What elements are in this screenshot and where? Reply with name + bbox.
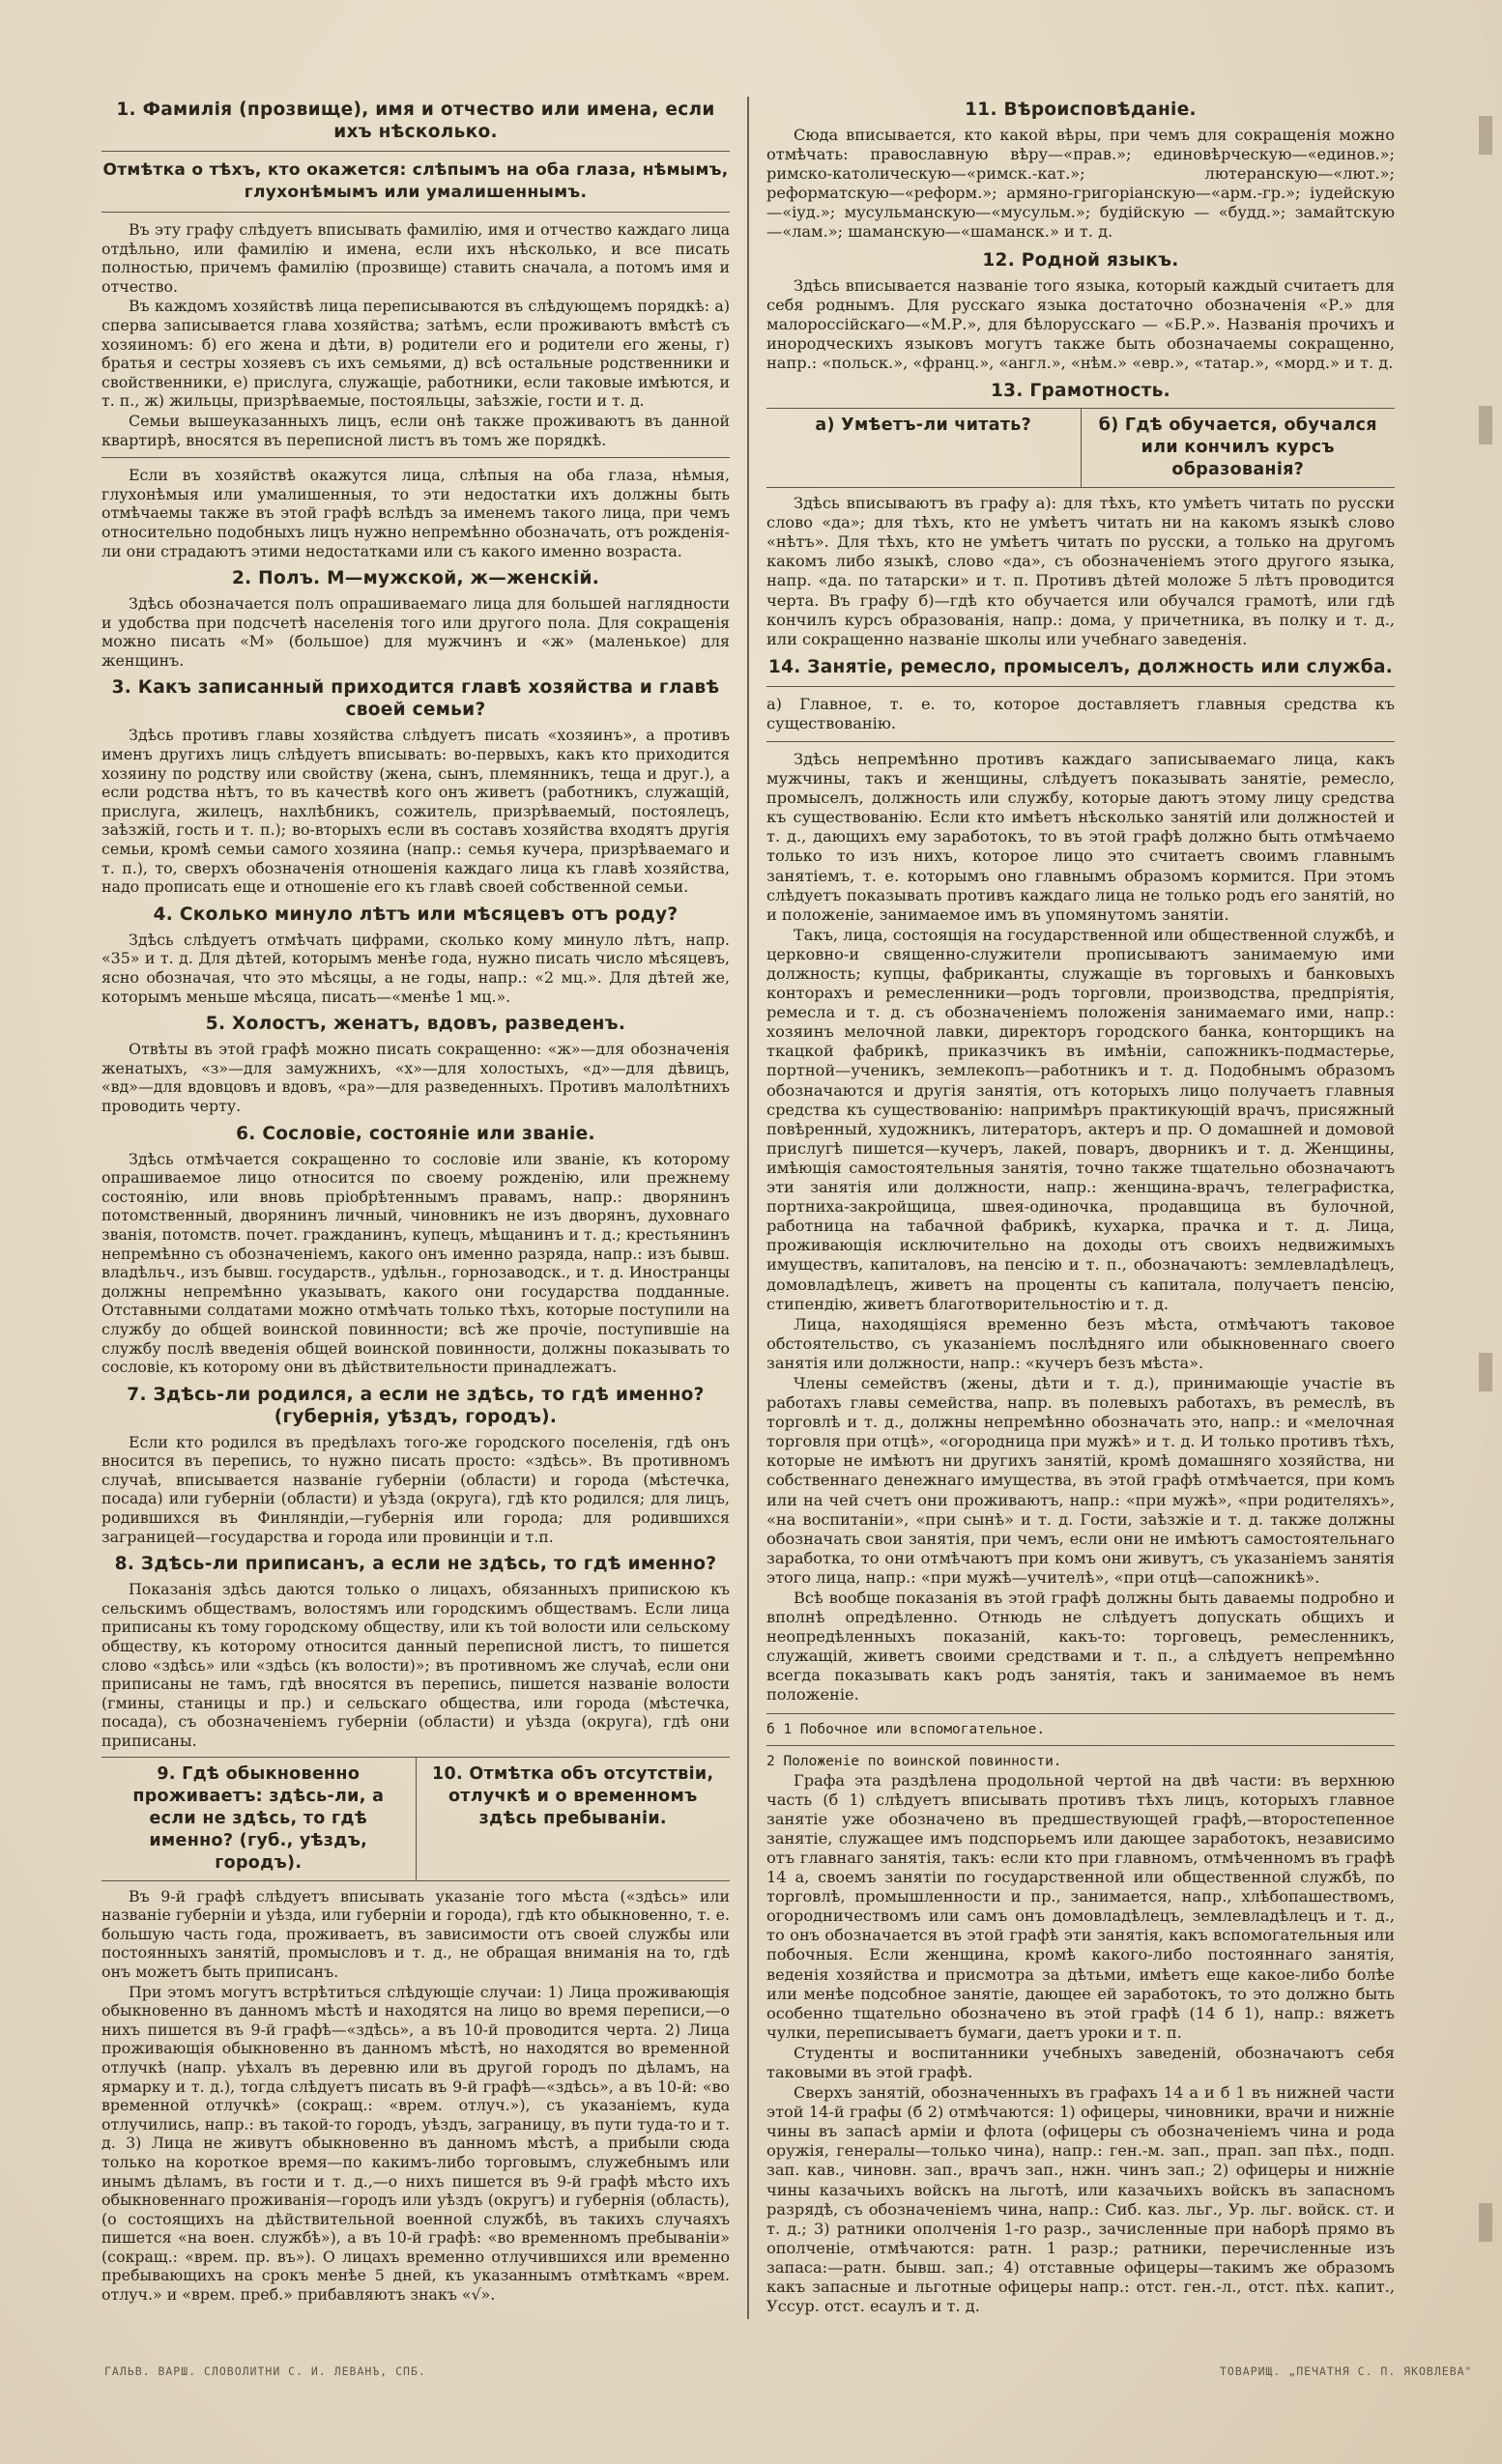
section-8-paragraph: Показанія здѣсь даются только о лицахъ, обязанныхъ припискою къ сельскимъ обществамъ, волостямъ или городскимъ обществамъ. Если лица приписаны къ тому городскому обществу, или къ той волости или сельскому обществу, къ которому относится данный переписной листъ, то пишется слово «здѣсь» или «здѣсь (къ волости)»; въ противномъ же случаѣ, если они приписаны не тамъ, гдѣ вносятся въ перепись, пишется названіе волости (гмины, станицы и пр.) и сельскаго общества, или города (мѣстечка, посада), съ обозначеніемъ губерніи (области) и уѣзда (округа), гдѣ они приписаны.	[101, 1580, 730, 1750]
printer-imprint-right: ТОВАРИЩ. „ПЕЧАТНЯ С. П. ЯКОВЛЕВА"	[1220, 2364, 1473, 2378]
edge-mark	[1479, 116, 1492, 155]
section-4-title: 4. Сколько минуло лѣтъ или мѣсяцевъ отъ роду?	[153, 903, 679, 925]
section-14a-title: а) Главное, т. е. то, которое доставляетъ главныя средства къ существованію.	[766, 694, 1395, 732]
divider	[101, 151, 730, 152]
section-1-paragraph: Семьи вышеуказанныхъ лицъ, если онѣ также проживаютъ въ данной квартирѣ, вносятся въ переписной листъ въ томъ же порядкѣ.	[101, 411, 730, 449]
section-1-subtitle: Отмѣтка о тѣхъ, кто окажется: слѣпымъ на оба глаза, нѣмымъ, глухонѣмымъ или умалишеннымъ.	[102, 160, 729, 202]
section-12-paragraph: Здѣсь вписывается названіе того языка, который каждый считаетъ для себя роднымъ. Для русскаго языка достаточно обозначенія «Р.» для малороссійскаго—«М.Р.», для бѣлорусскаго — «Б.Р.». Названія прочихъ и инородческихъ языковъ могутъ также быть обозначаемы сокращенно, напр.: «польск.», «франц.», «англ.», «нѣм.» «евр.», «татар.», «морд.» и т. д.	[766, 275, 1395, 372]
edge-mark	[1479, 406, 1492, 444]
section-14-paragraph: Такъ, лица, состоящія на государственной или общественной службѣ, и церковно-и священно-служители прописываютъ занимаемую ими должность; купцы, фабриканты, служащіе въ торговыхъ и банковыхъ конторахъ и ремесленники—родъ торговли, производства, предпріятія, ремесла и т. д. съ обозначеніемъ положенія занимаемаго ими, напр.: хозяинъ мелочной лавки, директоръ городского банка, конторщикъ на ткацкой фабрикѣ, приказчикъ въ имѣніи, сапожникъ-подмастерье, портной—ученикъ, землекопъ—работникъ и т. д. Подобнымъ образомъ обозначаются и другія занятія, отъ которыхъ лицо получаетъ главныя средства къ существованію: напримѣръ практикующій врачъ, присяжный повѣренный, художникъ, литераторъ, актеръ и пр. О домашней и домовой прислугѣ пишется—кучеръ, лакей, поваръ, дворникъ и т. д. Женщины, имѣющія самостоятельныя занятія, точно также тщательно обозначаютъ эти занятія или должности, напр.: женщина-врачъ, телеграфистка, портниха-закройщица, швея-одиночка, продавщица въ булочной, работница на табачной фабрикѣ, кухарка, прачка и т. д. Лица, проживающія исключительно на доходы отъ своихъ недвижимыхъ имуществъ, капиталовъ, на пенсію и т. п., обозначаютъ: землевладѣлецъ, домовладѣлецъ, живетъ на проценты съ капитала, получаетъ пенсію, стипендію, живетъ благотворительностію и т. д.	[766, 925, 1395, 1313]
section-1-title: 1. Фамилія (прозвище), имя и отчество или имена, если ихъ нѣсколько.	[116, 100, 715, 142]
edge-mark	[1479, 1353, 1492, 1391]
section-14-paragraph: Всѣ вообще показанія въ этой графѣ должны быть даваемы подробно и вполнѣ опредѣленно. Отнюдь не слѣдуетъ допускать общихъ и неопредѣленныхъ показаній, какъ-то: торговецъ, ремесленникъ, служащій, живетъ своими средствами и т. п., а слѣдуетъ непремѣнно всегда показывать какъ родъ занятія, такъ и занимаемое въ немъ положеніе.	[766, 1589, 1395, 1705]
section-14-paragraph: Лица, находящіяся временно безъ мѣста, отмѣчаютъ таковое обстоятельство, съ указаніемъ послѣдняго или обыкновеннаго своего занятія или должности, напр.: «кучеръ безъ мѣста».	[766, 1314, 1395, 1372]
section-7-paragraph: Если кто родился въ предѣлахъ того-же городского поселенія, гдѣ онъ вносится въ перепись, то нужно писать просто: «здѣсь». Въ противномъ случаѣ, вписывается названіе губерніи (области) и города (мѣстечка, посада) или губерніи (области) и уѣзда (округа), гдѣ кто родился; для лицъ, родившихся въ Финляндіи,—губернія или города; для родившихся заграницей—государства и города или провинціи и т.п.	[101, 1432, 730, 1546]
section-9-paragraph: При этомъ могутъ встрѣтиться слѣдующіе случаи: 1) Лица проживающія обыкновенно въ данномъ мѣстѣ и находятся на лицо во время переписи,—о нихъ пишется въ 9-й графѣ—«здѣсь», а въ 10-й проводится черта. 2) Лица проживающія обыкновенно въ данномъ мѣстѣ, но находятся во временной отлучкѣ (напр. уѣхалъ въ деревню или въ другой городъ по дѣламъ, на ярмарку и т. д.), тогда слѣдуетъ писать въ 9-й графѣ—«здѣсь», а въ 10-й: «во временной отлучкѣ» (сокращ.: «врем. отлуч.»), съ указаніемъ, куда отлучились, напр.: въ такой-то городъ, уѣздъ, заграницу, въ пути туда-то и т. д. 3) Лица не живутъ обыкновенно въ данномъ мѣстѣ, а прибыли сюда только на короткое время—по какимъ-либо торговымъ, служебнымъ или инымъ дѣламъ, въ гости и т. д.,—о нихъ пишется въ 9-й графѣ мѣсто ихъ обыкновеннаго проживанія—городъ или уѣздъ (округъ) и губернія (область), (о состоящихъ на дѣйствительной военной службѣ, въ такихъ случаяхъ пишется «на воен. службѣ»), а въ 10-й графѣ: «во временномъ пребываніи» (сокращ.: «врем. пр. въ»). О лицахъ временно отлучившихся или временно пребывающихъ на срокъ менѣе 5 дней, къ указаннымъ отмѣткамъ «врем. отлуч.» и «врем. преб.» прибавляютъ знакъ «√».	[101, 1982, 730, 2305]
section-4-paragraph: Здѣсь слѣдуетъ отмѣчать цифрами, сколько кому минуло лѣтъ, напр. «35» и т. д. Для дѣтей, которымъ менѣе года, нужно писать число мѣсяцевъ, ясно обозначая, что это мѣсяцы, а не годы, напр.: «2 мц.». Для дѣтей же, которымъ меньше мѣсяца, писать—«менѣе 1 мц.».	[101, 930, 730, 1006]
section-8-title: 8. Здѣсь-ли приписанъ, а если не здѣсь, то гдѣ именно?	[114, 1554, 717, 1575]
section-14b1-title: б 1 Побочное или вспомогательное.	[766, 1721, 1046, 1737]
section-11-paragraph: Сюда вписывается, кто какой вѣры, при чемъ для сокращенія можно отмѣчать: православную вѣру—«прав.»; единовѣрческую—«единов.»; римско-католическую—«римск.-кат.»; лютеранскую—«лют.»; реформатскую—«реформ.»; армяно-григоріанскую—«арм.-гр.»; іудейскую—«іуд.»; мусульманскую—«мусульм.»; будійскую — «будд.»; замайтскую—«лам.»; шаманскую—«шаманск.» и т. д.	[766, 126, 1395, 242]
section-7-title: 7. Здѣсь-ли родился, а если не здѣсь, то гдѣ именно? (губернія, уѣздъ, городъ).	[127, 1384, 705, 1427]
section-5-title: 5. Холостъ, женатъ, вдовъ, разведенъ.	[205, 1014, 626, 1035]
section-13-header	[766, 408, 1395, 488]
section-14-paragraph: Здѣсь непремѣнно противъ каждаго записываемаго лица, какъ мужчины, такъ и женщины, слѣдуетъ показывать занятіе, ремесло, промыселъ, должность или службу, которые даютъ этому лицу средства къ существованію. Если кто имѣетъ нѣсколько занятій или должностей и т. д., дающихъ ему заработокъ, то въ этой графѣ должно быть отмѣчаемо только то изъ нихъ, которое лицо это считаетъ своимъ главнымъ занятіемъ, т. е. которымъ оно главнымъ образомъ кормится. При этомъ слѣдуетъ показывать противъ каждаго лица не только родъ его занятій, но и положеніе, занимаемое имъ въ упомянутомъ занятіи.	[766, 749, 1395, 924]
section-1-paragraph: Въ каждомъ хозяйствѣ лица переписываются въ слѣдующемъ порядкѣ: а) сперва записывается глава хозяйства; затѣмъ, если проживаютъ вмѣстѣ съ хозяиномъ: б) его жена и дѣти, в) родители его и родители его жены, г) братья и сестры хозяевъ съ ихъ семьями, д) всѣ остальные родственники и свойственники, е) прислуга, служащіе, работники, если таковые имѣются, и т. п., ж) жильцы, призрѣваемые, постояльцы, заѣзжіе, гости и т. д.	[101, 297, 730, 411]
section-10-title: 10. Отмѣтка объ отсутствіи, отлучкѣ и о временномъ здѣсь пребываніи.	[432, 1763, 714, 1828]
section-3-title: 3. Какъ записанный приходится главѣ хозяйства и главѣ своей семьи?	[111, 677, 720, 721]
section-1-paragraph: Въ эту графу слѣдуетъ вписывать фамилію, имя и отчество каждаго лица отдѣльно, или фамилію и имена, если ихъ нѣсколько, и все писать полностью, причемъ фамилію (прозвище) ставить сначала, а потомъ имя и отчество.	[101, 220, 730, 296]
section-14-title: 14. Занятіе, ремесло, промыселъ, должность или служба.	[767, 656, 1394, 677]
section-5-paragraph: Отвѣты въ этой графѣ можно писать сокращенно: «ж»—для обозначенія женатыхъ, «з»—для замужнихъ, «х»—для холостыхъ, «д»—для дѣвицъ, «вд»—для вдовцовъ и вдовъ, «ра»—для разведенныхъ. Противъ малолѣтнихъ проводить черту.	[101, 1040, 730, 1115]
section-9-title: 9. Гдѣ обыкновенно проживаетъ: здѣсь-ли, а если не здѣсь, то гдѣ именно? (губ., уѣздъ, городъ).	[132, 1763, 385, 1873]
section-14b2-title: 2 Положеніе по воинской повинности.	[766, 1753, 1062, 1769]
column-divider	[747, 97, 749, 2319]
section-14-paragraph: Графа эта раздѣлена продольной чертой на двѣ части: въ верхнюю часть (б 1) слѣдуетъ вписывать противъ тѣхъ лицъ, которыхъ главное занятіе уже обозначено въ предшествующей графѣ,—второстепенное занятіе, служащее имъ подспорьемъ или дающее заработокъ, независимо отъ главнаго занятія, такъ: если кто при главномъ, отмѣченномъ въ графѣ 14 а, своемъ занятіи по государственной или общественной службѣ, по торговлѣ, промышленности и пр., занимается, напр., хлѣбопашествомъ, огородничествомъ или самъ онъ домовладѣлецъ, землевладѣлецъ и т. д., то онъ обозначается въ этой графѣ эти занятія, какъ вспомогательныя или побочныя. Если женщина, кромѣ какого-либо постояннаго занятія, веденія хозяйства и присмотра за дѣтьми, имѣетъ еще какое-либо болѣе или менѣе подсобное занятіе, дающее ей заработокъ, то это должно быть особенно тщательно обозначено въ этой графѣ (14 б 1), напр.: вяжетъ чулки, переписываетъ бумаги, даетъ уроки и т. п.	[766, 1770, 1395, 2042]
section-13a-title: а) Умѣетъ-ли читать?	[815, 415, 1032, 436]
section-6-paragraph: Здѣсь отмѣчается сокращенно то сословіе или званіе, къ которому опрашиваемое лицо относится по своему рожденію, или прежнему состоянію, или вновь пріобрѣтеннымъ правамъ, напр.: дворянинъ потомственный, дворянинъ личный, чиновникъ не изъ дворянъ, духовнаго званія, потомств. почет. гражданинъ, купецъ, мѣщанинъ и т. д.; крестьянинъ непремѣнно съ обозначеніемъ, какого онъ именно разряда, напр.: изъ бывш. владѣльч., изъ бывш. государств., удѣльн., горнозаводск., и т. д. Иностранцы должны непремѣнно указывать, какого они государства подданные. Отставными солдатами можно отмѣчать только тѣхъ, которые поступили на службу до общей воинской повинности; всѣ же прочіе, поступившіе на службу послѣ введенія общей воинской повинности, должны показывать то сословіе, къ которому они въ дѣйствительности принадлежатъ.	[101, 1149, 730, 1377]
printer-imprint-left: ГАЛЬВ. ВАРШ. СЛОВОЛИТНИ С. И. ЛЕВАНЪ, СПБ.	[104, 2364, 426, 2378]
divider	[766, 1745, 1395, 1746]
section-13-paragraph: Здѣсь вписываютъ въ графу а): для тѣхъ, кто умѣетъ читать по русски слово «да»; для тѣхъ, кто не умѣетъ читать ни на какомъ языкѣ слово «нѣтъ». Для тѣхъ, кто не умѣетъ читать по русски, а только на другомъ какомъ либо языкѣ, слово «да», съ обозначеніемъ этого другого языка, напр. «да. по татарски» и т. п. Противъ дѣтей моложе 5 лѣтъ проводится черта. Въ графу б)—гдѣ кто обучается или обучался грамотѣ, или гдѣ кончилъ курсъ образованія, напр.: дома, у причетника, въ полку и т. д., или сокращенно названіе школы или учебнаго заведенія.	[766, 494, 1395, 648]
section-13-title: 13. Грамотность.	[991, 381, 1170, 402]
section-2-paragraph: Здѣсь обозначается полъ опрашиваемаго лица для большей наглядности и удобства при подсчетѣ населенія того или другого пола. Для сокращенія можно писать «М» (большое) для мужчинъ и «ж» (маленькое) для женщинъ.	[101, 594, 730, 670]
section-14-paragraph: Члены семействъ (жены, дѣти и т. д.), принимающіе участіе въ работахъ главы семейства, напр. въ полевыхъ работахъ, въ ремеслѣ, въ торговлѣ и т. д., должны непремѣнно обозначать это, напр.: и «мелочная торговля при отцѣ», «огородница при мужѣ» и т. д. И только противъ тѣхъ, которые не имѣютъ ни другихъ занятій, кромѣ домашняго хозяйства, ни собственнаго денежнаго имущества, въ этой графѣ отмѣчается, при комъ или на чей счетъ они проживаютъ, напр.: «при мужѣ», «при родителяхъ», «на воспитаніи», «при сынѣ» и т. д. Гости, заѣзжіе и т. д. также должны обозначать свои занятія, при чемъ, если они не имѣютъ самостоятельнаго заработка, то они отмѣчаютъ при комъ они живутъ, съ указаніемъ занятія этого лица, напр.: «при мужѣ—учителѣ», «при отцѣ—сапожникѣ».	[766, 1373, 1395, 1587]
section-14-paragraph: Сверхъ занятій, обозначенныхъ въ графахъ 14 а и б 1 въ нижней части этой 14-й графы (б 2) отмѣчаются: 1) офицеры, чиновники, врачи и нижніе чины въ запасѣ арміи и флота (офицеры съ обозначеніемъ чина и рода оружія, генералы—только чина), напр.: ген.-м. зап., прап. зап пѣх., подп. зап. кав., чиновн. зап., врачъ зап., нжн. чинъ зап.; 2) офицеры и нижніе чины казачьихъ войскъ на льготѣ, или казачьихъ войскъ въ запасномъ разрядѣ, съ обозначеніемъ чина, напр.: Сиб. каз. льг., Ур. льг. войск. ст. и т. д.; 3) ратники ополченія 1-го разр., зачисленные при наборѣ прямо въ ополченіе, отмѣчаются: ратн. 1 разр.; ратники, перечисленные изъ запаса:—ратн. бывш. зап.; 4) отставные офицеры—такимъ же образомъ какъ запасные и льготные офицеры напр.: отст. ген.-л., отст. пѣх. капит., Уссур. отст. есаулъ и т. д.	[766, 2083, 1395, 2316]
section-11-title: 11. Вѣроисповѣданіе.	[965, 100, 1197, 120]
section-9-paragraph: Въ 9-й графѣ слѣдуетъ вписывать указаніе того мѣста («здѣсь» или названіе губерніи и уѣзда, или губерніи и города), гдѣ кто обыкновенно, т. е. большую часть года, проживаетъ, въ зависимости отъ своей службы или постоянныхъ занятій, промысловъ и т. д., не обращая вниманія на то, гдѣ онъ можетъ быть приписанъ.	[101, 1886, 730, 1981]
divider	[766, 1713, 1395, 1714]
section-13b-title: б) Гдѣ обучается, обучался или кончилъ курсъ образованія?	[1098, 415, 1377, 480]
section-3-paragraph: Здѣсь противъ главы хозяйства слѣдуетъ писать «хозяинъ», а противъ именъ другихъ лицъ слѣдуетъ вписывать: во-первыхъ, какъ кто приходится хозяину по родству или свойству (жена, сынъ, племянникъ, теща и друг.), а если родства нѣтъ, то въ качествѣ кого онъ живетъ (работникъ, служащій, прислуга, жилецъ, нахлѣбникъ, сожитель, призрѣваемый, постоялецъ, заѣзжій, гость и т. п.); во-вторыхъ если въ составъ хозяйства входятъ другія семьи, кромѣ семьи самого хозяина (напр.: семья кучера, призрѣваемаго и т. п.), то, сверхъ обозначенія отношенія каждаго лица къ главѣ хозяйства, надо прописать еще и отношеніе его къ главѣ своей собственной семьи.	[101, 726, 730, 897]
divider	[101, 457, 730, 458]
left-column	[101, 92, 730, 2306]
divider	[766, 741, 1395, 742]
edge-mark	[1479, 2203, 1492, 2242]
section-12-title: 12. Родной языкъ.	[982, 249, 1179, 271]
section-2-title: 2. Полъ. М—мужской, ж—женскій.	[231, 568, 600, 589]
divider	[766, 686, 1395, 687]
section-9-10-header	[101, 1757, 730, 1881]
divider	[101, 212, 730, 213]
section-1-paragraph: Если въ хозяйствѣ окажутся лица, слѣпыя на оба глаза, нѣмыя, глухонѣмыя или умалишенныя, то эти недостатки ихъ должны быть отмѣчаемы также въ этой графѣ вслѣдъ за именемъ такого лица, при чемъ относительно подобныхъ лицъ нужно непремѣнно обозначать, отъ рожденія-ли они страдаютъ этими недостатками или съ какого именно возраста.	[101, 466, 730, 560]
section-14-paragraph: Студенты и воспитанники учебныхъ заведеній, обозначаютъ себя таковыми въ этой графѣ.	[766, 2043, 1395, 2081]
section-6-title: 6. Сословіе, состояніе или званіе.	[236, 1123, 595, 1144]
right-column	[766, 92, 1395, 2317]
